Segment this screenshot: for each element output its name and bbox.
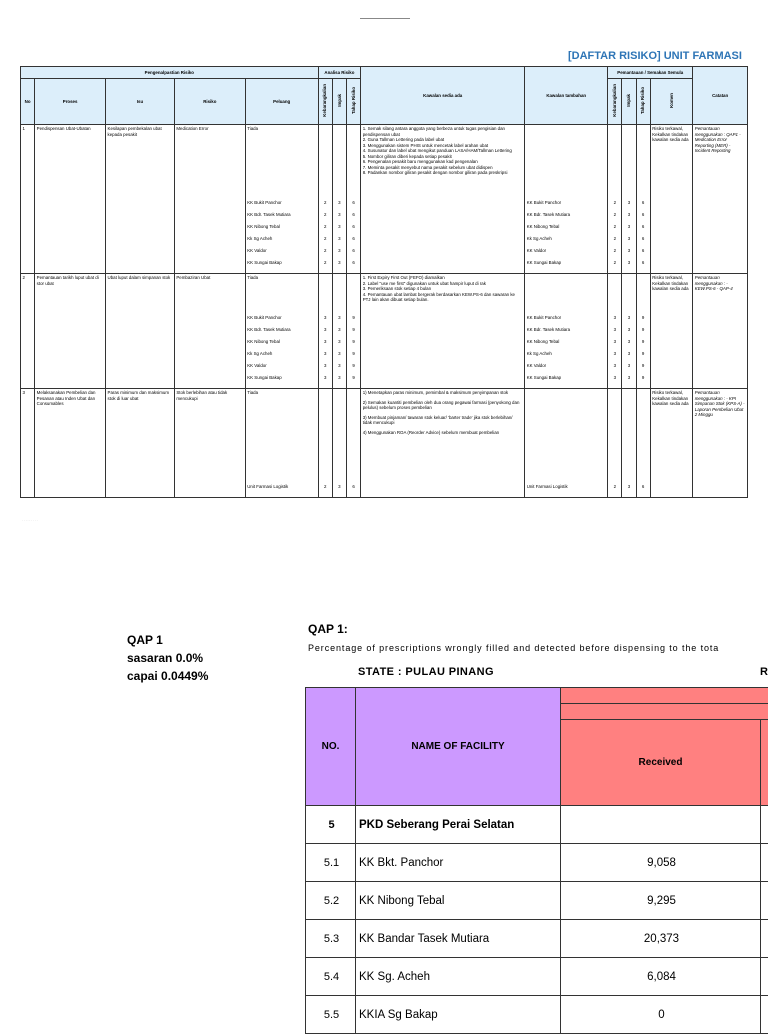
row-extra: [761, 996, 768, 1034]
qap-facility-table: [305, 687, 768, 1034]
row-impak-2: 3 3 3 3 3 3: [622, 125, 636, 274]
state-label: STATE : PULAU PINANG: [358, 666, 494, 678]
row-no: 5.5: [306, 996, 356, 1034]
row-kebarangkalian: 3 3 3 3 3 3: [318, 274, 332, 389]
row-impak-2: 3 3 3 3 3 3: [622, 274, 636, 389]
table-row: [21, 389, 748, 498]
row-no: 5.4: [306, 958, 356, 996]
header-no: No: [21, 79, 35, 125]
row-received: 6,084: [561, 958, 761, 996]
table-row: [306, 806, 768, 844]
page-header-rule: [360, 18, 410, 19]
row-kawalan-ada: 1) Menetapkan paras minimum, pemimbal & maksimum penyimpanan stok 2) Semakan kuantiti pembelian oleh dua orang pegawai farmasi (penyokong dan pelulus) sebelum proses pembelian 3) Membuat pinjaman/ tawaran stok keluar/ 'barter trade' jika stok berlebihan/ tidak mencukupi 4) Menggunakan ROA (Reorder Advice) sebelum membuat pembelian: [361, 389, 525, 498]
header-received: Received: [561, 720, 761, 806]
row-no: 5.2: [306, 882, 356, 920]
row-kebarangkalian: 2 2 2 2 2 2: [318, 125, 332, 274]
page-footer-mark: · · · · · · · · ·: [22, 518, 38, 522]
row-kawalan-tambahan: KK Bukit Panchor KK Bdr. Tasek Mutiara KK Nibong Tebal Kk Sg Acheh KK Valdor KK Sungai Bakap: [525, 274, 608, 389]
row-peluang: Tiada KK Bukit Panchor KK Bdr. Tasek Mutiara KK Nibong Tebal Kk Sg Acheh KK Valdor KK Sungai Bakap: [245, 125, 318, 274]
document-title: [DAFTAR RISIKO] UNIT FARMASI: [568, 50, 742, 62]
row-extra: [761, 882, 768, 920]
qap-summary: [127, 631, 208, 685]
row-received: 0: [561, 996, 761, 1034]
header-komen: Komen: [650, 79, 693, 125]
row-received: 20,373: [561, 920, 761, 958]
row-facility: KKIA Sg Bakap: [356, 996, 561, 1034]
row-komen: Risiko terkawal, Kekalkan tindakan kawalan sedia ada: [650, 389, 693, 498]
table-row: [306, 882, 768, 920]
row-impak-2: 3: [622, 389, 636, 498]
row-risiko: Medication Error: [174, 125, 245, 274]
header-group-mid: [561, 704, 768, 720]
row-impak: 3 3 3 3 3 3: [332, 274, 346, 389]
header-group-top: [561, 688, 768, 704]
row-catatan: Pemantauan menggunakan : - KPI Simpanan Stok (KPS-A) - Laporan Pembelian Ubat 2 Minggu: [693, 389, 748, 498]
table-row: [306, 996, 768, 1034]
row-received: [561, 806, 761, 844]
qap-summary-title: QAP 1: [127, 631, 208, 649]
header-kawalan-tambahan: Kawalan tambahan: [525, 67, 608, 125]
row-kawalan-ada: 1. First Expiry First Out (FEFO) diamalkan 2. Label "use me first" digunakan untuk ubat hampir luput di rak 3. Pemeriksaan stok setiap 4 bulan 4. Pemantauan ubat lambat bergerak berdasarkan KEW.PS-6 dan sawaran ke PTJ lain akan dibuat setiap bulan.: [361, 274, 525, 389]
row-no: 2: [21, 274, 35, 389]
row-komen: Risiko terkawal, Kekalkan tindakan kawalan sedia ada: [650, 274, 693, 389]
row-facility: KK Sg. Acheh: [356, 958, 561, 996]
header-isu: Isu: [106, 79, 175, 125]
row-isu: Ubat luput dalam simpanan stok: [106, 274, 175, 389]
row-catatan: Pemantauan menggunakan : - KEW.PS-6 - QAP-4: [693, 274, 748, 389]
row-facility: PKD Seberang Perai Selatan: [356, 806, 561, 844]
state-label-right: R: [760, 666, 768, 678]
header-proses: Proses: [35, 79, 106, 125]
row-kebarangkalian-2: 3 3 3 3 3 3: [608, 274, 622, 389]
row-no: 3: [21, 389, 35, 498]
table-row: [306, 844, 768, 882]
table-row: [306, 920, 768, 958]
row-received: 9,295: [561, 882, 761, 920]
row-extra: [761, 958, 768, 996]
row-peluang: Tiada Unit Farmasi Logistik: [245, 389, 318, 498]
header-facility-name: NAME OF FACILITY: [356, 688, 561, 806]
row-extra: [761, 806, 768, 844]
risk-register-table: [20, 66, 748, 498]
row-peluang: Tiada KK Bukit Panchor KK Bdr. Tasek Mutiara KK Nibong Tebal Kk Sg Acheh KK Valdor KK Sungai Bakap: [245, 274, 318, 389]
row-proses: Pemantauan tarikh luput ubat di stor ubat: [35, 274, 106, 389]
row-tahap-2: 6 6 6 6 6 6: [636, 125, 650, 274]
header-pemantauan: Pemantauan / Semakan Semula: [608, 67, 693, 79]
table-row: [21, 125, 748, 274]
row-no: 1: [21, 125, 35, 274]
header-next-col: [761, 720, 768, 806]
header-kebarangkalian: Kebarangkalian: [318, 79, 332, 125]
row-proses: Melaksanakan Pembelian dan Pesanan atau Inden Ubat dan Consumables: [35, 389, 106, 498]
row-proses: Pendispensan Ubat-Ubatan: [35, 125, 106, 274]
qap-summary-target: sasaran 0.0%: [127, 649, 208, 667]
table-row: [306, 958, 768, 996]
header-peluang: Peluang: [245, 79, 318, 125]
header-impak-2: Impak: [622, 79, 636, 125]
header-analisa: Analisa Risiko: [318, 67, 361, 79]
row-tahap-2: 9 9 9 9 9 9: [636, 274, 650, 389]
row-komen: Risiko terkawal, Kekalkan tindakan kawalan sedia ada: [650, 125, 693, 274]
table-row: [21, 274, 748, 389]
header-kebarangkalian-2: Kebarangkalian: [608, 79, 622, 125]
header-risiko: Risiko: [174, 79, 245, 125]
row-kebarangkalian-2: 2 2 2 2 2 2: [608, 125, 622, 274]
header-kawalan-ada: Kawalan sedia ada: [361, 67, 525, 125]
row-kawalan-tambahan: Unit Farmasi Logistik: [525, 389, 608, 498]
row-facility: KK Bkt. Panchor: [356, 844, 561, 882]
row-tahap: 9 9 9 9 9 9: [346, 274, 360, 389]
header-no: NO.: [306, 688, 356, 806]
header-pengenalpastian: Pengenalpastian Risiko: [21, 67, 319, 79]
row-risiko: Pembaziran Ubat: [174, 274, 245, 389]
row-extra: [761, 844, 768, 882]
row-tahap-2: 6: [636, 389, 650, 498]
row-facility: KK Bandar Tasek Mutiara: [356, 920, 561, 958]
row-tahap: 6: [346, 389, 360, 498]
qap-summary-achieved: capai 0.0449%: [127, 667, 208, 685]
header-tahap-risiko: Tahap Risiko: [346, 79, 360, 125]
row-no: 5: [306, 806, 356, 844]
header-tahap-risiko-2: Tahap Risiko: [636, 79, 650, 125]
row-isu: Paras minimum dan maksimum stok di luar ubat: [106, 389, 175, 498]
header-impak: Impak: [332, 79, 346, 125]
row-impak: 3 3 3 3 3 3: [332, 125, 346, 274]
row-received: 9,058: [561, 844, 761, 882]
row-kawalan-tambahan: KK Bukit Panchor KK Bdr. Tasek Mutiara KK Nibong Tebal Kk Sg Acheh KK Valdor KK Sungai Bakap: [525, 125, 608, 274]
row-facility: KK Nibong Tebal: [356, 882, 561, 920]
row-risiko: Stok berlebihan atau tidak mencukupi: [174, 389, 245, 498]
row-extra: [761, 920, 768, 958]
header-catatan: Catatan: [693, 67, 748, 125]
row-catatan: Pemantauan menggunakan : QAP1 - Medication Error Reporting (MER) - Incident Reporting: [693, 125, 748, 274]
qap-description: Percentage of prescriptions wrongly filled and detected before dispensing to the tota: [308, 643, 719, 653]
row-kebarangkalian: 2: [318, 389, 332, 498]
row-isu: Kesilapan pembekalan ubat kepada pesakit: [106, 125, 175, 274]
row-kawalan-ada: 1. Semak silang antara anggota yang berbeza untuk tugas pengisian dan pendispensan ubat 2. Guna Tallman Lettering pada label ubat 3. Menggunakan sistem PHIS untuk mencetak label arahan ubat 4. Susunatur dan label ubat mengikut panduan LASA/HAM/Tallman Lettering 5. Nombor giliran diberi kepada setiap pesakit 6. Pengenalan pesakit baru menggunakan kad pengenalan 7. Meminta pesakit menyebut nama pesakit sebelum ubat didispen 8. Padankan nombor giliran pesakit dengan nombor giliran pada preskripsi: [361, 125, 525, 274]
qap-title: QAP 1:: [308, 622, 348, 636]
row-tahap: 6 6 6 6 6 6: [346, 125, 360, 274]
row-impak: 3: [332, 389, 346, 498]
row-no: 5.3: [306, 920, 356, 958]
row-kebarangkalian-2: 2: [608, 389, 622, 498]
row-no: 5.1: [306, 844, 356, 882]
